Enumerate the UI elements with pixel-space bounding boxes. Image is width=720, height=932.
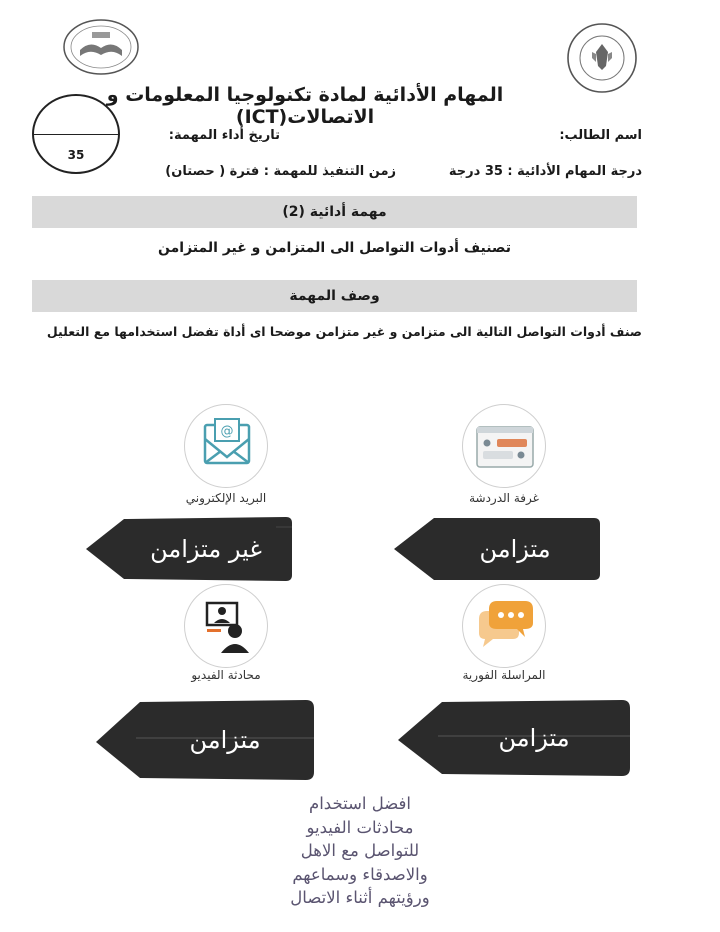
note-line: ورؤيتهم أثناء الاتصال (290, 888, 430, 907)
tool-label-chat: غرفة الدردشة (469, 491, 539, 505)
svg-text:@: @ (220, 424, 234, 439)
answer-arrow-chat (394, 518, 600, 580)
student-name-field[interactable]: اسم الطالب: (559, 128, 642, 143)
handwritten-note (250, 792, 470, 910)
answer-arrow-im (398, 700, 630, 776)
ministry-seal (566, 22, 638, 94)
note-line: محادثات الفيديو (306, 817, 414, 837)
school-logo (62, 18, 140, 76)
answer-text-chat: متزامن (479, 535, 551, 563)
task-date-field[interactable]: تاريخ أداء المهمة: (168, 128, 280, 143)
answer-text-video: متزامن (189, 726, 261, 754)
chat-room-icon (462, 404, 546, 488)
description-band: وصف المهمة (32, 280, 637, 312)
answer-text-email: غير متزامن (150, 535, 262, 563)
task-band: مهمة أدائية (2) (32, 196, 637, 228)
score-divider (34, 134, 118, 135)
video-call-icon (184, 584, 268, 668)
email-icon (184, 404, 268, 488)
page-title: المهام الأدائية لمادة تكنولوجيا المعلومات و الاتصالات(ICT) (106, 84, 504, 128)
score-circle (32, 94, 120, 174)
tool-label-video: محادثة الفيديو (191, 668, 261, 682)
task-grade-text: درجة المهام الأدائية : 35 درجة (448, 164, 642, 179)
task-instruction: صنف أدوات التواصل التالية الى متزامن و غير متزامن موضحا اى أداة تفضل استخدامها مع التعليل (46, 324, 642, 339)
tool-label-im: المراسلة الفورية (462, 668, 546, 682)
note-line: افضل استخدام (308, 794, 412, 813)
answer-arrow-video (96, 700, 314, 780)
exec-time-text: زمن التنفيذ للمهمة : فترة ( حصتان) (165, 164, 396, 179)
tool-label-email: البريد الإلكتروني (185, 491, 267, 505)
score-total: 35 (67, 148, 85, 162)
instant-message-icon (462, 584, 546, 668)
note-line: والاصدقاء وسماعهم (292, 864, 428, 884)
answer-arrow-email (86, 517, 292, 581)
task-subtitle: تصنيف أدوات التواصل الى المتزامن و غير المتزامن (158, 240, 511, 256)
note-line: للتواصل مع الاهل (300, 841, 420, 860)
answer-text-im: متزامن (498, 724, 570, 752)
